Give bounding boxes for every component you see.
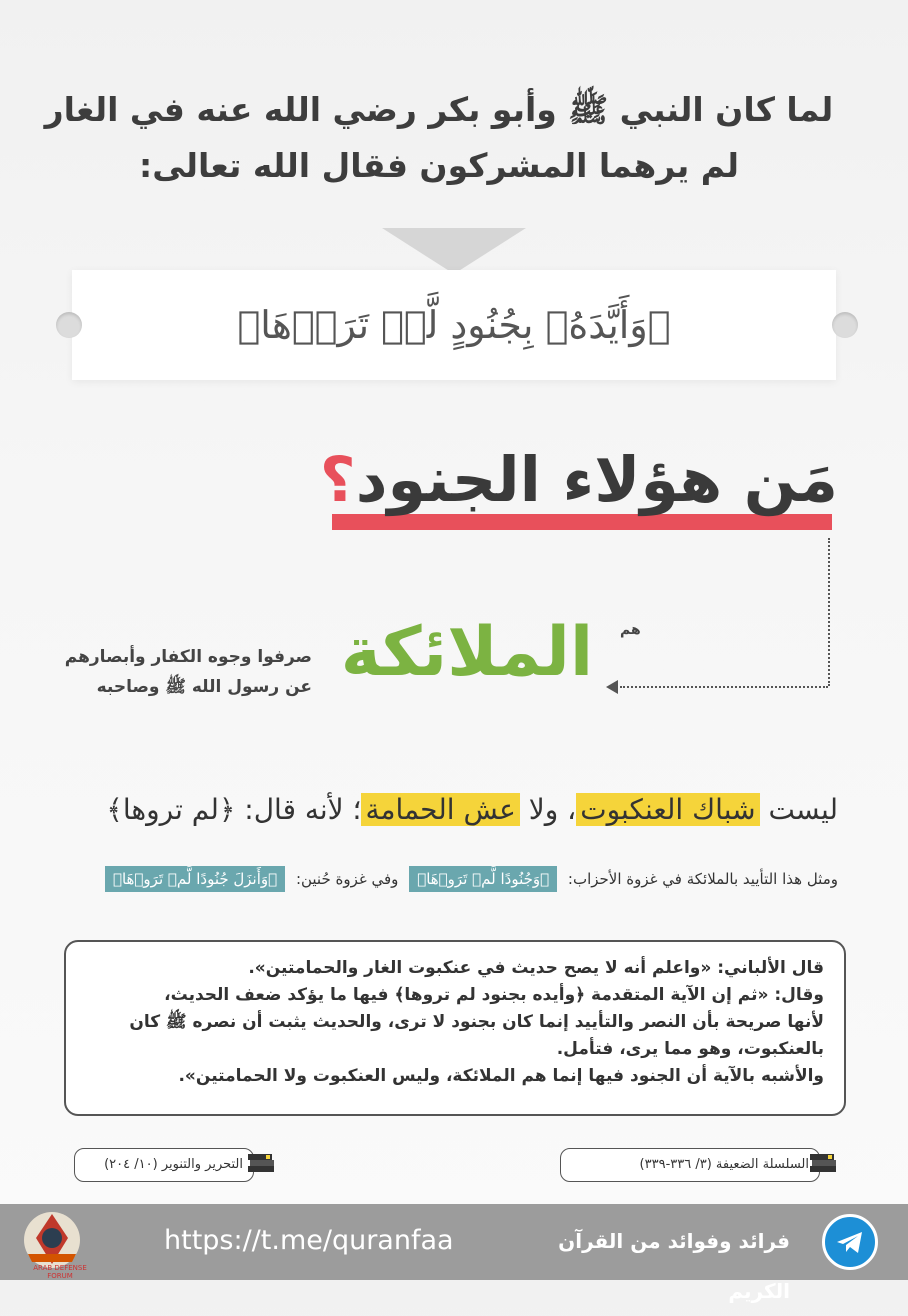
statement-part-1: ليست: [768, 793, 838, 826]
reference-tahrir: [74, 1148, 254, 1182]
reference-tahrir-text: التحرير والتنوير (١٠/ ٢٠٤): [104, 1157, 243, 1172]
statement-part-3: ؛ لأنه قال: ﴿لم تروها﴾: [106, 793, 362, 826]
answer-description: [40, 642, 312, 702]
example-verse-hunain: ﴿وَأَنزَلَ جُنُودًا لَّمۡ تَرَوۡهَا﴾: [105, 866, 285, 892]
intro-line-1: لما كان النبي ﷺ وأبو بكر رضي الله عنه في الغار: [44, 90, 834, 129]
question-heading: [300, 430, 838, 530]
answer-word: الملائكة: [340, 613, 594, 692]
answer-prefix: هم: [620, 622, 641, 638]
answer-desc-line-2: عن رسول الله ﷺ وصاحبه: [96, 677, 312, 697]
reference-silsila-text: السلسلة الضعيفة (٣/ ٣٣٦-٣٣٩): [639, 1157, 809, 1172]
connector-horizontal-line: [620, 686, 828, 688]
quran-verse: ﴿وَأَيَّدَهُۥ بِجُنُودٍ لَّمۡ تَرَوۡهَا﴾: [237, 303, 671, 347]
telegram-link[interactable]: https://t.me/quranfaa: [164, 1225, 454, 1256]
example-text-hunain: وفي غزوة حُنين:: [295, 870, 399, 888]
connector-vertical-line: [828, 538, 830, 686]
quote-line-3: لأنها صريحة بأن النصر والتأييد إنما كان بجنود لا ترى، والحديث يثبت أن نصره ﷺ كان: [129, 1012, 824, 1032]
quote-line-2: وقال: «ثم إن الآية المتقدمة ﴿وأيده بجنود لم تروها﴾ فيها ما يؤكد ضعف الحديث،: [164, 985, 824, 1005]
intro-line-2: لم يرهما المشركون فقال الله تعالى:: [139, 146, 739, 185]
banner-left-dot: [56, 312, 82, 338]
down-arrow-decoration: [382, 228, 526, 274]
highlight-pigeon-nest: عش الحمامة: [361, 793, 519, 826]
quote-text: [84, 955, 824, 1090]
highlight-spider-web: شباك العنكبوت: [576, 793, 759, 826]
quote-line-1: قال الألباني: «واعلم أنه لا يصح حديث في عنكبوت الغار والحمامتين».: [248, 958, 824, 978]
books-icon: [246, 1152, 276, 1174]
reference-silsila: [560, 1148, 820, 1182]
question-mark: ؟: [319, 443, 356, 516]
telegram-icon[interactable]: [822, 1214, 878, 1270]
statement: [40, 786, 838, 834]
statement-part-2: ، ولا: [528, 793, 577, 826]
books-icon: [808, 1152, 838, 1174]
quote-line-5: والأشبه بالآية أن الجنود فيها إنما هم الملائكة، وليس العنكبوت ولا الحمامتين».: [178, 1066, 824, 1086]
example-text-ahzab: ومثل هذا التأييد بالملائكة في غزوة الأحزاب:: [567, 870, 838, 888]
example-verse-ahzab: ﴿وَجُنُودًا لَّمۡ تَرَوۡهَا﴾: [409, 866, 557, 892]
logo-caption: ARAB DEFENSE FORUM: [33, 1264, 87, 1280]
channel-name: فرائد وفوائد من القرآن الكريم: [558, 1229, 790, 1303]
quote-line-4: بالعنكبوت، وهو مما يرى، فتأمل.: [556, 1039, 824, 1059]
examples-line: [34, 862, 838, 896]
banner-right-dot: [832, 312, 858, 338]
intro-text: [40, 82, 838, 194]
answer-desc-line-1: صرفوا وجوه الكفار وأبصارهم: [64, 647, 312, 667]
question-text: مَن هؤلاء الجنود: [355, 443, 838, 516]
